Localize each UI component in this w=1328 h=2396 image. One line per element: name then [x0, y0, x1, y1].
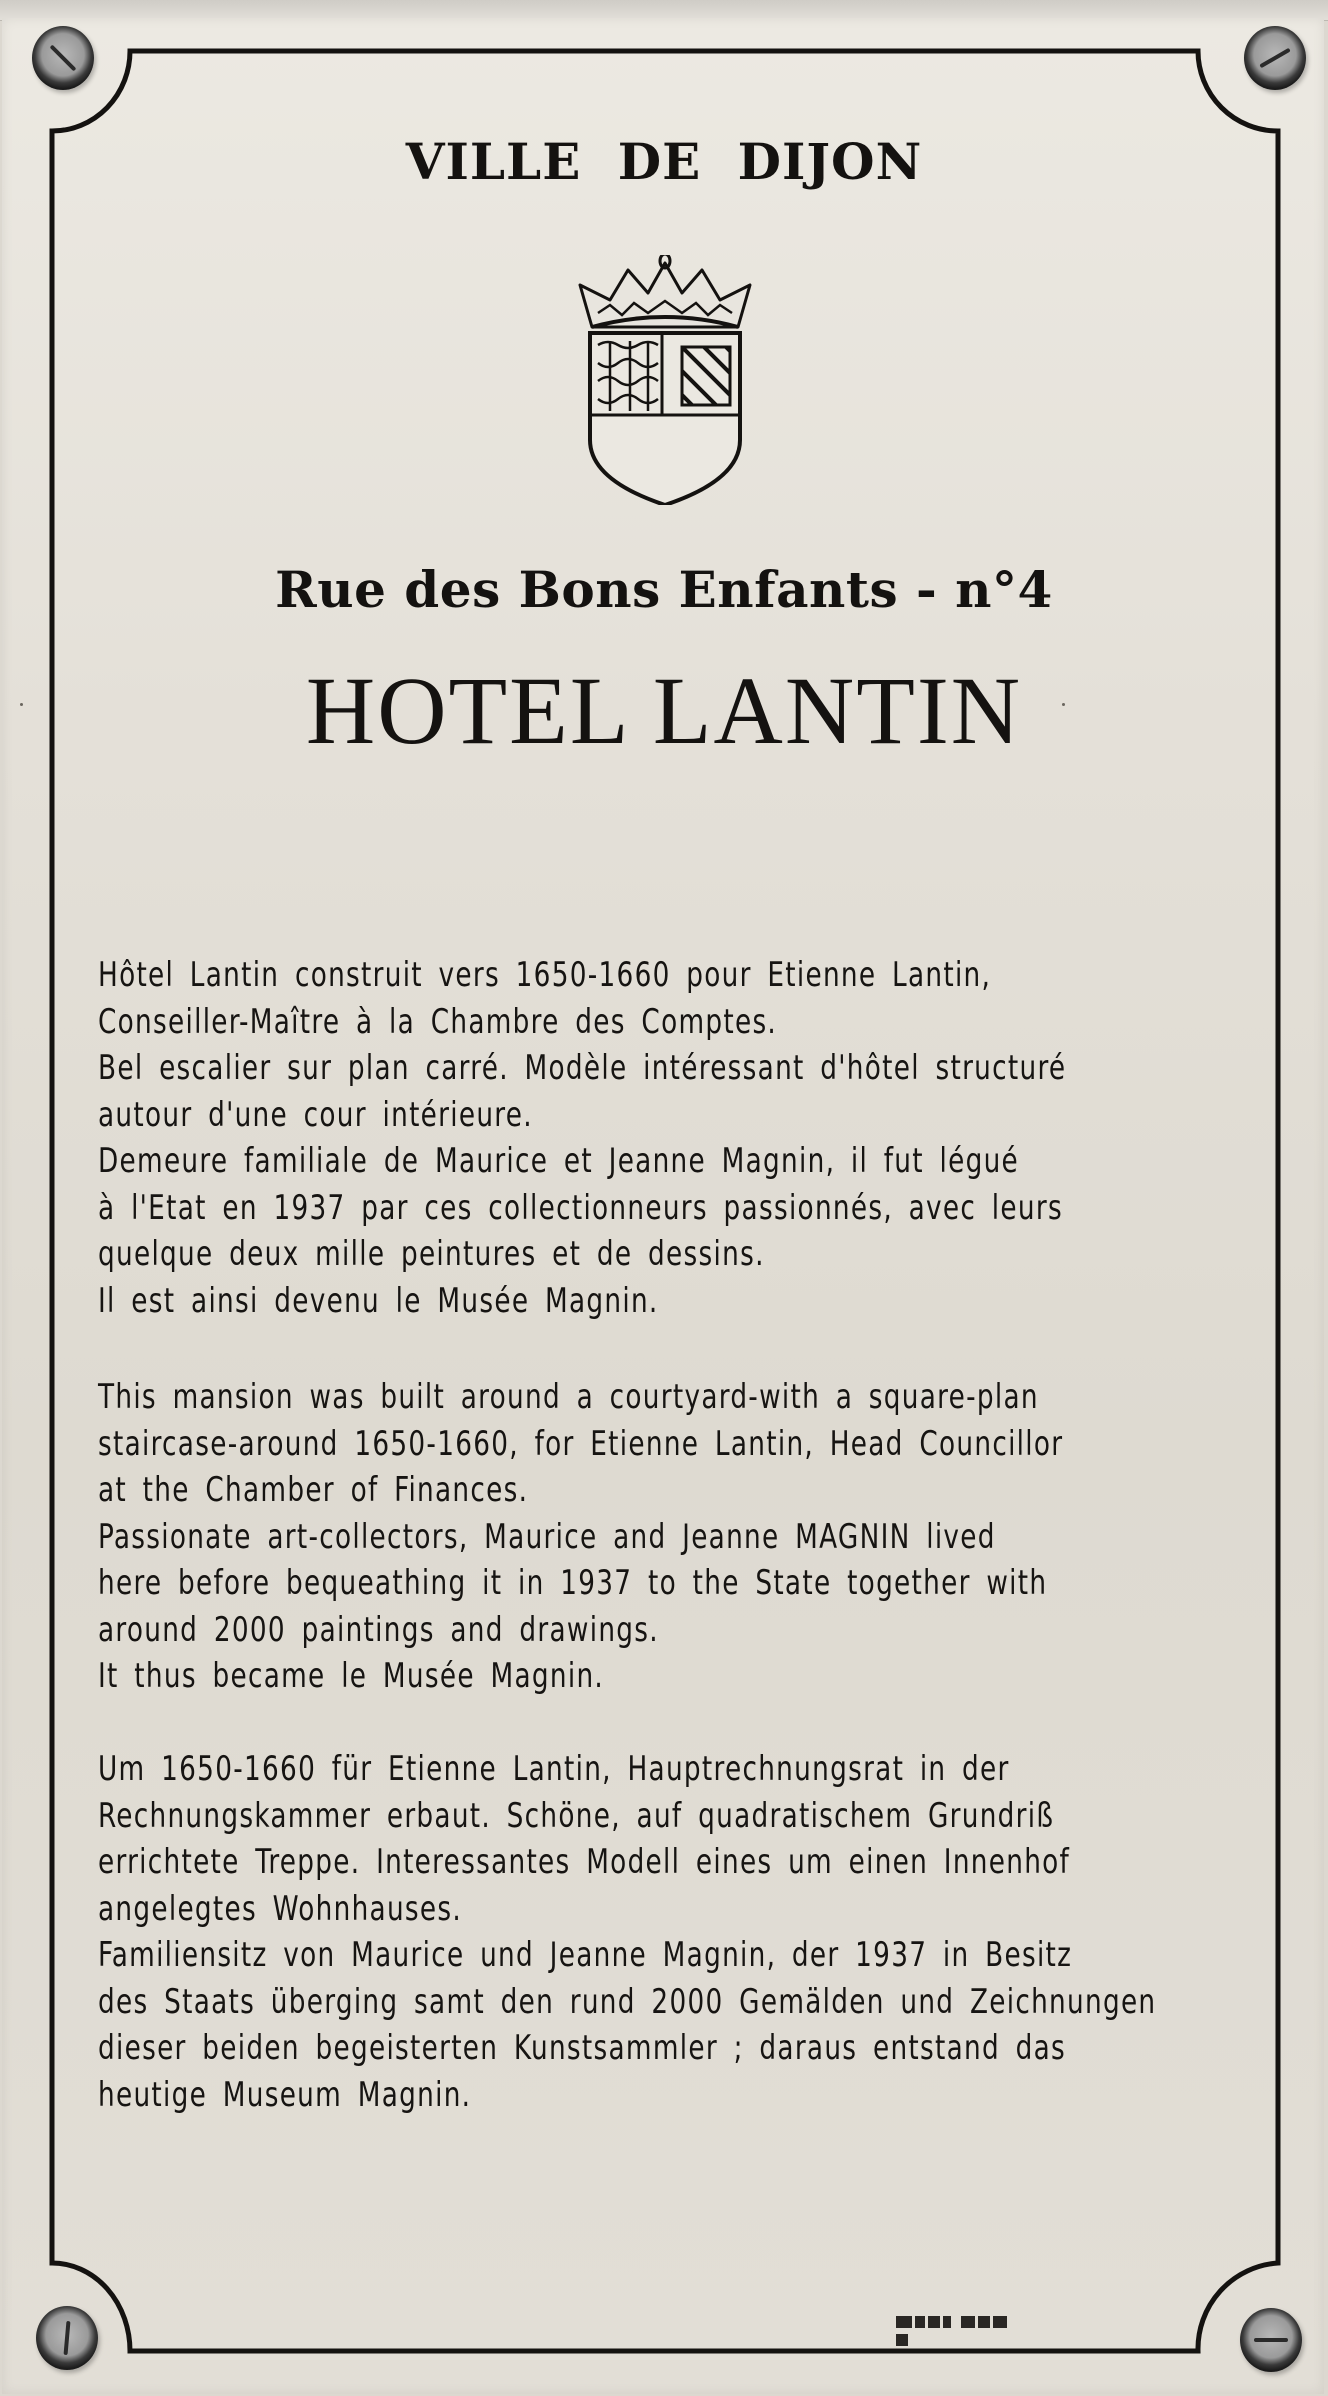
street-address: Rue des Bons Enfants - n°4: [275, 560, 1053, 619]
text-line: Rechnungskammer erbaut. Schöne, auf quadratischem Grundriß: [98, 1795, 1055, 1836]
text-line: des Staats überging samt den rund 2000 Gemälden und Zeichnungen: [98, 1981, 1157, 2022]
screw-top-right-icon: [1244, 26, 1306, 90]
text-line: Bel escalier sur plan carré. Modèle intéressant d'hôtel structuré: [98, 1048, 1067, 1088]
maker-mark: [896, 2316, 1024, 2330]
surface-speck: [1062, 703, 1065, 706]
screw-bottom-left-icon: [36, 2306, 98, 2370]
text-line: à l'Etat en 1937 par ces collectionneurs passionnés, avec leurs: [98, 1187, 1063, 1228]
building-title: HOTEL LANTIN: [305, 657, 1023, 764]
french-description: [98, 952, 1238, 1324]
german-description: [98, 1746, 1238, 2118]
text-line: dieser beiden begeisterten Kunstsammler ; daraus entstand das: [98, 2028, 1067, 2068]
text-line: Conseiller-Maître à la Chambre des Comptes.: [98, 1001, 778, 1042]
text-line: staircase-around 1650-1660, for Etienne Lantin, Head Councillor: [98, 1423, 1064, 1464]
text-line: Passionate art-collectors, Maurice and Jeanne MAGNIN lived: [98, 1516, 996, 1557]
text-line: Il est ainsi devenu le Musée Magnin.: [98, 1280, 659, 1321]
text-line: Familiensitz von Maurice und Jeanne Magnin, der 1937 in Besitz: [98, 1935, 1073, 1975]
surface-speck: [20, 703, 23, 706]
text-line: angelegtes Wohnhauses.: [98, 1888, 463, 1929]
text-line: This mansion was built around a courtyard-with a square-plan: [98, 1377, 1039, 1417]
text-line: around 2000 paintings and drawings.: [98, 1609, 659, 1650]
text-line: heutige Museum Magnin.: [98, 2074, 472, 2115]
text-line: Um 1650-1660 für Etienne Lantin, Hauptrechnungsrat in der: [98, 1749, 1010, 1789]
dijon-coat-of-arms-icon: [570, 255, 760, 505]
text-line: Hôtel Lantin construit vers 1650-1660 pour Etienne Lantin,: [98, 955, 992, 995]
text-line: Demeure familiale de Maurice et Jeanne Magnin, il fut légué: [98, 1141, 1020, 1181]
screw-bottom-right-icon: [1240, 2308, 1302, 2372]
text-line: autour d'une cour intérieure.: [98, 1094, 533, 1135]
text-line: quelque deux mille peintures et de dessins.: [98, 1234, 765, 1274]
text-line: at the Chamber of Finances.: [98, 1470, 529, 1510]
text-line: It thus became le Musée Magnin.: [98, 1656, 605, 1696]
screw-top-left-icon: [32, 26, 94, 90]
text-line: errichtete Treppe. Interessantes Modell eines um einen Innenhof: [98, 1842, 1071, 1882]
city-heading: VILLE DE DIJON: [405, 132, 923, 191]
english-description: [98, 1374, 1238, 1700]
text-line: here before bequeathing it in 1937 to the State together with: [98, 1563, 1048, 1603]
